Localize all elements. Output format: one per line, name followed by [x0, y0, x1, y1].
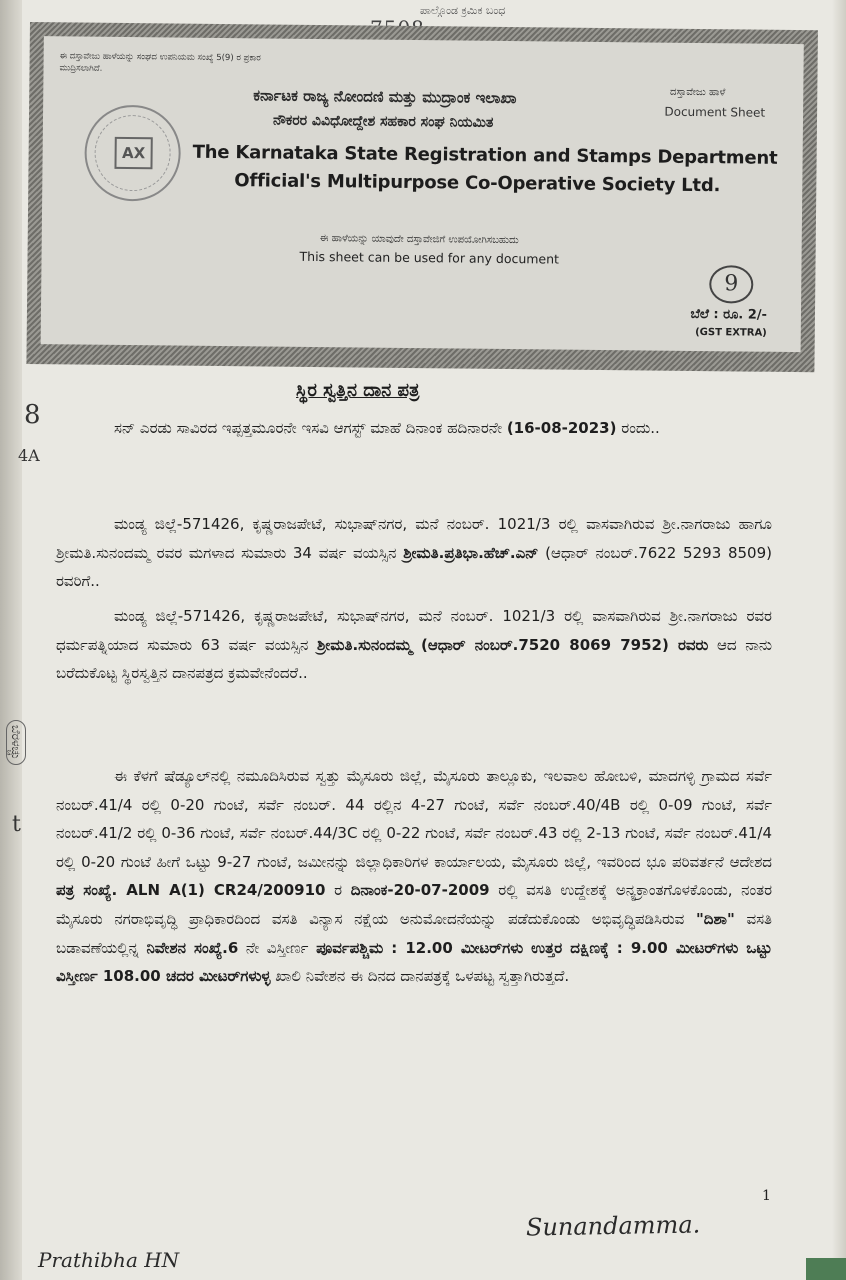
para3-text1: ಮಂಡ್ಯ ಜಿಲ್ಲೆ-571426, ಕೃಷ್ಣರಾಜಪೇಟೆ, ಸುಭಾಷ್‌ನಗರ, ಮನೆ ನಂಬರ್. 1021/3 ರಲ್ಲಿ ವಾಸವಾಗಿರುವ ಶ್ರೀ.ನಾಗರಾಜು ರವರ ಧರ್ಮಪತ್ನಿಯಾದ ಸುಮಾರು 63 ವರ್ಷ ವಯಸ್ಸಿನ [56, 607, 772, 654]
para3-text2: ಆದ ನಾನು ಬರೆದುಕೊಟ್ಟ ಸ್ಥಿರಸ್ವತ್ತಿನ ದಾನಪತ್ರದ ಕ್ರಮವೇನೆಂದರೆ.. [56, 635, 772, 683]
margin-note-8: 8 [24, 400, 41, 430]
paragraph-date [56, 414, 772, 443]
margin-stamp: ಬೆರಳಚ್ಚು [6, 720, 26, 765]
para4-text5: ನೇ ವಿಸ್ತೀರ್ಣ [238, 938, 317, 957]
header-kannada-line2: ನೌಕರರ ವಿವಿಧೋದ್ದೇಶ ಸಹಕಾರ ಸಂಘ ನಿಯಮಿತ [272, 112, 494, 131]
paragraph-property [56, 762, 772, 991]
usage-note-english: This sheet can be used for any document [299, 248, 560, 267]
page-left-shadow [0, 0, 22, 1280]
donor-signature: Sunandamma. [525, 1210, 701, 1242]
margin-mark: t [12, 812, 21, 837]
society-seal-icon [84, 105, 181, 202]
gst-note: (GST EXTRA) [695, 326, 767, 339]
office-note: ಪಾಲ್ಗೊಂಡ ಕ್ರಮಿಕ ಬಂಧ [420, 4, 506, 17]
header-kannada-line1: ಕರ್ನಾಟಕ ರಾಜ್ಯ ನೋಂದಣಿ ಮತ್ತು ಮುದ್ರಾಂಕ ಇಲಾಖಾ [253, 86, 517, 108]
paragraph-donee [56, 510, 772, 596]
para1-text1: ಸನ್ ಎರಡು ಸಾವಿರದ ಇಪ್ಪತ್ತಮೂರನೇ ಇಸವಿ ಆಗಸ್ಟ್ ಮಾಹೆ ದಿನಾಂಕ ಹದಿನಾರನೇ [114, 419, 507, 437]
page-number: 1 [762, 1188, 771, 1204]
header-english-line2: Official's Multipurpose Co-Operative Society Ltd. [234, 170, 721, 197]
conversion-order-date: ದಿನಾಂಕ-20-07-2009 [350, 881, 490, 900]
bylaw-note: ಈ ದಸ್ತಾವೇಜು ಹಾಳೆಯನ್ನು ಸಂಘದ ಉಪನಿಯಮ ಸಂಖ್ಯೆ 5(9) ರ ಪ್ರಕಾರ ಮುದ್ರಿಸಲಾಗಿದೆ. [59, 51, 261, 74]
header-inner-panel [41, 36, 804, 352]
site-number: ನಿವೇಶನ ಸಂಖ್ಯೆ.6 [146, 938, 239, 957]
layout-name: "ದಿಶಾ" [695, 909, 735, 928]
para1-text2: ರಂದು.. [616, 419, 660, 437]
page-right-shadow [832, 0, 846, 1280]
deed-date: (16-08-2023) [506, 419, 617, 437]
document-sheet-kannada: ದಸ್ತಾವೇಜು ಹಾಳೆ [670, 86, 726, 99]
document-title: ಸ್ಥಿರ ಸ್ವತ್ತಿನ ದಾನ ಪತ್ರ [296, 380, 420, 401]
stamp-paper-header [26, 22, 818, 372]
donee-signature: Prathibha HN [38, 1248, 180, 1272]
donee-name: ಶ್ರೀಮತಿ.ಪ್ರತಿಭಾ.ಹೆಚ್.ಎನ್ [403, 543, 539, 562]
circled-page-mark: 9 [709, 265, 753, 303]
para4-text6: ಖಾಲಿ ನಿವೇಶನ ಈ ದಿನದ ದಾನಪತ್ರಕ್ಕೆ ಒಳಪಟ್ಟ ಸ್ವತ್ತಾಗಿರುತ್ತದೆ. [270, 967, 570, 986]
site-dimensions: ಪೂರ್ವಪಶ್ಚಿಮ : 12.00 ಮೀಟರ್‌ಗಳು ಉತ್ತರ ದಕ್ಷಿಣಕ್ಕೆ : 9.00 ಮೀಟರ್‌ಗಳು ಒಟ್ಟು ವಿಸ್ತೀರ್ಣ 108.00 ಚದರ ಮೀಟರ್‌ಗಳುಳ್ಳ [56, 938, 773, 986]
background-corner [806, 1258, 846, 1280]
conversion-order-number: ಪತ್ರ ಸಂಖ್ಯೆ. ALN A(1) CR24/200910 [56, 881, 326, 900]
usage-note-kannada: ಈ ಹಾಳೆಯನ್ನು ಯಾವುದೇ ದಸ್ತಾವೇಜಿಗೆ ಉಪಯೋಗಿಸಬಹುದು [319, 233, 519, 247]
sheet-price: ಬೆಲೆ : ರೂ. 2/- [690, 306, 768, 323]
margin-note-4a: 4A [18, 446, 40, 465]
donor-name: ಶ್ರೀಮತಿ.ಸುನಂದಮ್ಮ (ಆಧಾರ್ ನಂಬರ್.7520 8069 7952) ರವರು [317, 635, 709, 654]
para4-text1: ಈ ಕೆಳಗೆ ಷೆಡ್ಯೂಲ್‌ನಲ್ಲಿ ನಮೂದಿಸಿರುವ ಸ್ವತ್ತು ಮೈಸೂರು ಜಿಲ್ಲೆ, ಮೈಸೂರು ತಾಲ್ಲೂಕು, ಇಲವಾಲ ಹೋಬಳಿ, ಮಾದಗಳ್ಳಿ ಗ್ರಾಮದ ಸರ್ವೆ ನಂಬರ್.41/4 ರಲ್ಲಿ 0-20 ಗುಂಟೆ, ಸರ್ವೆ ನಂಬರ್. 44 ರಲ್ಲಿನ 4-27 ಗುಂಟೆ, ಸರ್ವೆ ನಂಬರ್.40/4B ರಲ್ಲಿ 0-09 ಗುಂಟೆ, ಸರ್ವೆ ನಂಬರ್.41/2 ರಲ್ಲಿ 0-36 ಗುಂಟೆ, ಸರ್ವೆ ನಂಬರ್.44/3C ರಲ್ಲಿ 0-22 ಗುಂಟೆ, ಸರ್ವೆ ನಂಬರ್.43 ರಲ್ಲಿ 2-13 ಗುಂಟೆ, ಸರ್ವೆ ನಂಬರ್.41/4 ರಲ್ಲಿ 0-20 ಗುಂಟೆ ಹೀಗೆ ಒಟ್ಟು 9-27 ಗುಂಟೆ, ಜಮೀನನ್ನು ಜಿಲ್ಲಾಧಿಕಾರಿಗಳ ಕಾರ್ಯಾಲಯ, ಮೈಸೂರು ಜಿಲ್ಲೆ, ಇವರಿಂದ ಭೂ ಪರಿವರ್ತನೆ ಆದೇಶದ [56, 767, 772, 871]
para4-text2: ರ [325, 881, 351, 900]
paragraph-donor [56, 602, 772, 688]
para4-text3: ರಲ್ಲಿ ವಸತಿ ಉದ್ದೇಶಕ್ಕೆ ಅನ್ಯಕ್ರಾಂತಗೊಳಕೊಂಡು, ನಂತರ ಮೈಸೂರು ನಗರಾಭಿವೃದ್ಧಿ ಪ್ರಾಧಿಕಾರದಿಂದ ವಸತಿ ವಿನ್ಯಾಸ ನಕ್ಷೆಯ ಅನುಮೋದನೆಯನ್ನು ಪಡೆದುಕೊಂಡು ಅಭಿವೃದ್ಧಿಪಡಿಸಿರುವ [56, 881, 773, 928]
para2-text2: (ಆಧಾರ್ ನಂಬರ್.7622 5293 8509) ರವರಿಗೆ.. [56, 543, 772, 591]
document-sheet-label: Document Sheet [664, 104, 766, 120]
para2-text1: ಮಂಡ್ಯ ಜಿಲ್ಲೆ-571426, ಕೃಷ್ಣರಾಜಪೇಟೆ, ಸುಭಾಷ್‌ನಗರ, ಮನೆ ನಂಬರ್. 1021/3 ರಲ್ಲಿ ವಾಸವಾಗಿರುವ ಶ್ರೀ.ನಾಗರಾಜು ಹಾಗೂ ಶ್ರೀಮತಿ.ಸುನಂದಮ್ಮ ರವರ ಮಗಳಾದ ಸುಮಾರು 34 ವರ್ಷ ವಯಸ್ಸಿನ [56, 515, 772, 562]
para4-text4: ವಸತಿ ಬಡಾವಣೆಯಲ್ಲಿನ್ನ [56, 909, 772, 957]
header-english-line1: The Karnataka State Registration and Stamps Department [192, 141, 778, 169]
seal-code: AX [114, 137, 152, 169]
